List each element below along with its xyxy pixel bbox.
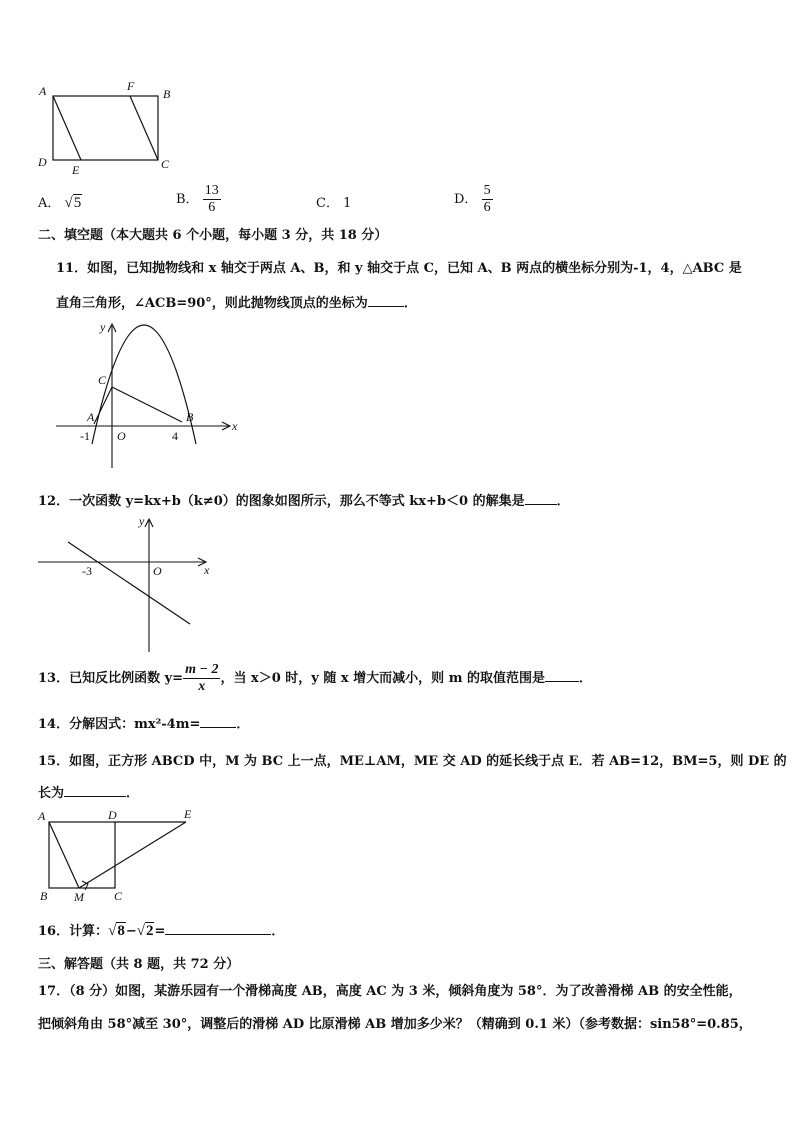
tick-neg1: -1 xyxy=(80,429,90,443)
option-a[interactable] xyxy=(38,192,82,212)
q13-end: ． xyxy=(579,671,593,686)
label-C: C xyxy=(161,157,170,171)
q11-line2-text: 直角三角形，∠ACB=90°，则此抛物线顶点的坐标为 xyxy=(56,296,368,311)
option-b[interactable] xyxy=(176,183,221,216)
q16-line xyxy=(38,920,284,940)
q12-line xyxy=(38,490,570,509)
label-F: F xyxy=(127,79,135,93)
q16-sqrt-8: √8 xyxy=(108,923,125,939)
label-A: A xyxy=(38,809,46,823)
q15-line2 xyxy=(38,782,139,801)
label-D: D xyxy=(108,808,117,822)
q15-end: ． xyxy=(126,786,140,801)
option-d-letter: D． xyxy=(454,192,478,207)
option-a-letter: A． xyxy=(38,196,61,211)
figure-parabola xyxy=(52,318,252,474)
q11-line1: 11．如图，已知抛物线和 x 轴交于两点 A、B，和 y 轴交于点 C，已知 A、B 两点的横坐标分别为-1，4，△ABC 是 xyxy=(56,261,742,276)
label-C: C xyxy=(114,889,123,902)
option-d-denominator: 6 xyxy=(483,200,491,215)
option-d-fraction xyxy=(482,183,493,216)
option-b-fraction xyxy=(203,183,221,216)
q14-line xyxy=(38,713,249,732)
q13-post: ，当 x＞0 时，y 随 x 增大而减小，则 m 的取值范围是 xyxy=(220,671,545,686)
q12-end: ． xyxy=(556,494,570,509)
label-B: B xyxy=(163,87,171,101)
q16-equals: = xyxy=(154,924,166,939)
q16-answer-blank[interactable] xyxy=(165,922,271,935)
q16-pre: 16．计算： xyxy=(38,924,109,939)
figure-rectangle-abcd xyxy=(34,76,184,180)
figure-square-abcd xyxy=(34,806,200,902)
axis-y-label: y xyxy=(139,514,145,528)
q16-end: ． xyxy=(271,924,285,939)
axis-x-label: x xyxy=(204,563,210,577)
q15-answer-blank[interactable] xyxy=(64,784,126,797)
label-O: O xyxy=(153,564,162,578)
label-C: C xyxy=(98,373,107,387)
q13-pre: 13．已知反比例函数 y= xyxy=(38,671,184,686)
axis-x-label: x xyxy=(232,419,238,433)
q12-text: 12．一次函数 y=kx+b（k≠0）的图象如图所示，那么不等式 kx+b＜0 的解集是 xyxy=(38,494,525,509)
section-2-title: 二、填空题（本大题共 6 个小题，每小题 3 分，共 18 分） xyxy=(38,228,388,243)
label-D: D xyxy=(38,155,47,169)
option-d[interactable] xyxy=(454,183,493,216)
axis-y-label: y xyxy=(100,320,106,334)
option-a-radicand: 5 xyxy=(73,195,82,211)
q16-minus: − xyxy=(125,924,137,939)
label-B: B xyxy=(186,410,194,424)
q15-line1: 15．如图，正方形 ABCD 中，M 为 BC 上一点，ME⊥AM，ME 交 AD 的延长线于点 E．若 AB=12，BM=5，则 DE 的 xyxy=(38,754,787,769)
q12-answer-blank[interactable] xyxy=(525,492,557,505)
label-M: M xyxy=(74,890,84,902)
q15-line2-text: 长为 xyxy=(38,786,65,801)
q11-line2 xyxy=(56,292,417,311)
q14-end: ． xyxy=(236,717,250,732)
q13-fraction xyxy=(183,662,220,695)
q17-line2: 把倾斜角由 58°减至 30°，调整后的滑梯 AD 比原滑梯 AB 增加多少米？（精确到 0.1 米）（参考数据：sin58°=0.85， xyxy=(38,1017,752,1032)
q11-end: ． xyxy=(403,296,417,311)
label-A: A xyxy=(39,84,47,98)
q14-text: 14．分解因式：mx²-4m= xyxy=(38,717,201,732)
option-d-numerator: 5 xyxy=(483,183,491,198)
q13-line xyxy=(38,662,592,695)
q17-line1: 17．（8 分）如图，某游乐园有一个滑梯高度 AB，高度 AC 为 3 米，倾斜角度为 58°．为了改善滑梯 AB 的安全性能， xyxy=(38,984,742,999)
option-b-numerator: 13 xyxy=(204,183,219,198)
option-c-letter: C． xyxy=(316,196,339,211)
option-a-sqrt: √5 xyxy=(64,195,82,211)
label-B: B xyxy=(40,889,48,902)
option-b-denominator: 6 xyxy=(208,200,216,215)
tick-4: 4 xyxy=(172,429,178,443)
q14-answer-blank[interactable] xyxy=(200,715,236,728)
q16-sqrt-2: √2 xyxy=(136,923,154,939)
q11-answer-blank[interactable] xyxy=(368,294,404,307)
q13-answer-blank[interactable] xyxy=(545,669,579,682)
option-c-value: 1 xyxy=(343,196,352,211)
option-c[interactable] xyxy=(316,192,351,211)
section-3-title: 三、解答题（共 8 题，共 72 分） xyxy=(38,957,240,972)
label-E: E xyxy=(72,163,80,177)
q13-denominator: x xyxy=(198,679,206,694)
q16-radicand-8: 8 xyxy=(117,923,125,939)
label-O: O xyxy=(117,429,126,443)
figure-linear-function xyxy=(36,512,226,654)
label-E: E xyxy=(184,807,192,821)
label-A: A xyxy=(87,410,95,424)
option-b-letter: B． xyxy=(176,192,199,207)
q16-radicand-2: 2 xyxy=(145,923,154,939)
q13-numerator: m − 2 xyxy=(185,662,219,677)
tick-neg3: -3 xyxy=(82,564,92,578)
